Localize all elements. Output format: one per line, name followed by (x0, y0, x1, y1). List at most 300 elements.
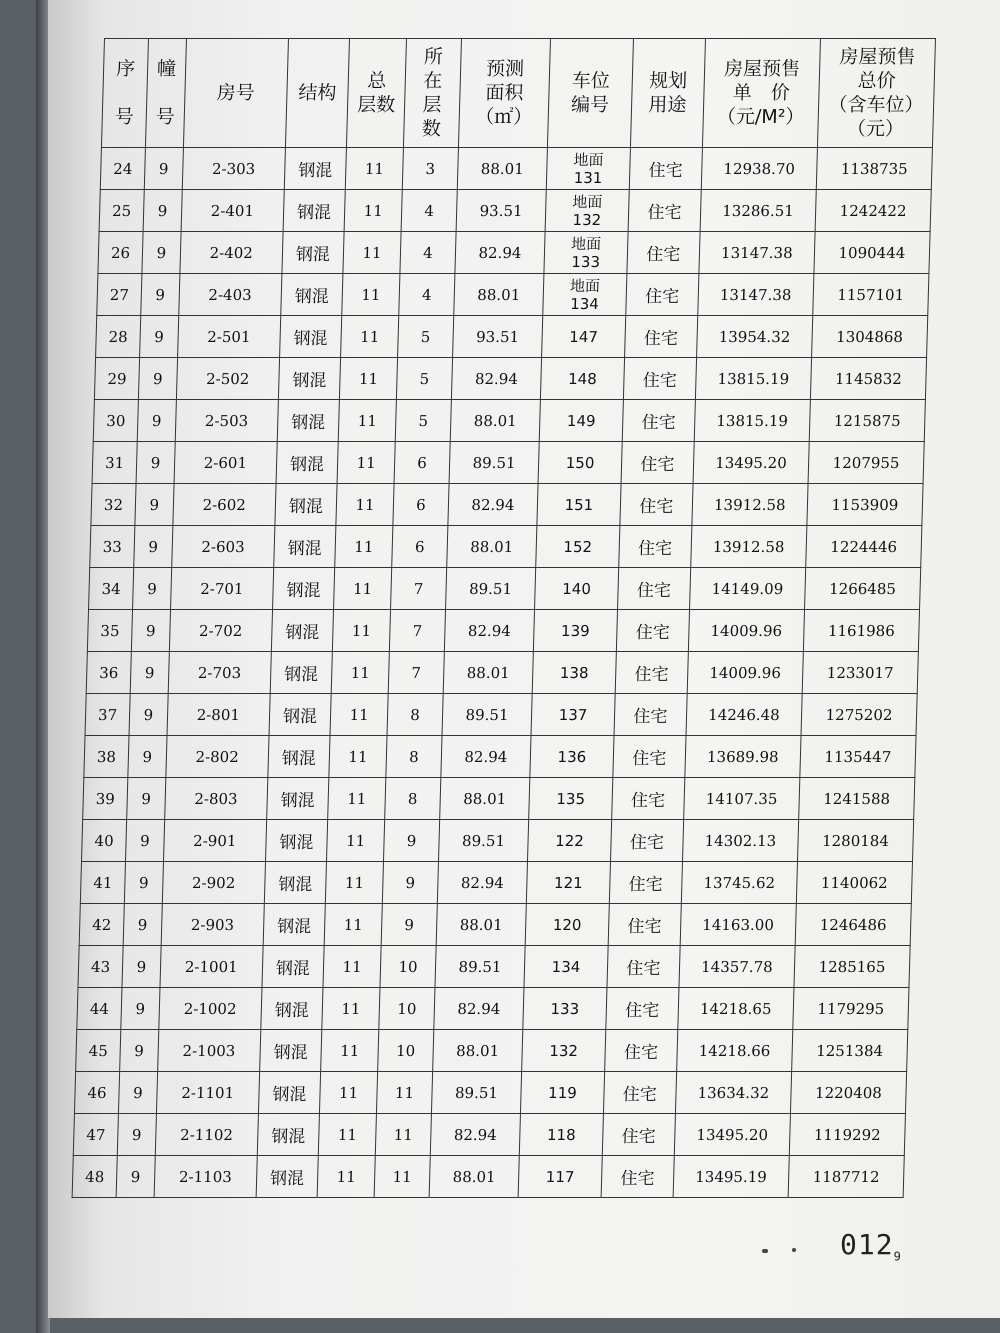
col-parking-cell: 137 (531, 694, 615, 736)
col-total-floors-cell: 11 (337, 442, 395, 484)
col-usage-cell: 住宅 (604, 1030, 677, 1072)
col-building-cell: 9 (117, 1114, 156, 1156)
col-room-cell: 2-803 (164, 778, 267, 820)
col-total-floors-cell: 11 (317, 1156, 375, 1198)
col-usage-cell: 住宅 (628, 190, 701, 232)
col-building-cell: 9 (134, 526, 173, 568)
table-row (97, 274, 929, 316)
table-row (87, 610, 919, 652)
col-seq-cell: 26 (98, 232, 143, 274)
col-building-cell: 9 (131, 610, 170, 652)
col-building-cell: 9 (127, 778, 166, 820)
col-total-price-cell: 1187712 (788, 1156, 904, 1198)
col-building-cell: 9 (133, 568, 172, 610)
col-structure-cell: 钢混 (282, 232, 344, 274)
col-seq-cell: 40 (81, 820, 126, 862)
col-usage-cell: 住宅 (601, 1156, 674, 1198)
col-usage-cell: 住宅 (614, 694, 687, 736)
col-total-floors-cell: 11 (328, 778, 386, 820)
col-building-cell: 9 (140, 316, 179, 358)
col-total-floors-cell: 11 (335, 526, 393, 568)
col-floor-cell: 8 (387, 694, 443, 736)
col-parking-cell: 地面 134 (543, 274, 627, 316)
col-building-cell: 9 (124, 862, 163, 904)
col-room-cell: 2-1101 (156, 1072, 259, 1114)
col-unit-price-cell: 14246.48 (686, 694, 802, 736)
col-seq-cell: 36 (86, 652, 131, 694)
col-seq-cell: 28 (96, 316, 141, 358)
col-usage-cell: 住宅 (621, 442, 694, 484)
col-total-floors-cell: 11 (331, 652, 389, 694)
col-usage-cell: 住宅 (615, 652, 688, 694)
col-parking-cell: 139 (533, 610, 617, 652)
col-floor-cell: 10 (378, 1030, 434, 1072)
col-floor-cell: 5 (396, 358, 452, 400)
col-room-cell: 2-502 (176, 358, 279, 400)
col-usage-cell: 住宅 (619, 526, 692, 568)
col-usage-cell: 住宅 (626, 274, 699, 316)
col-room-cell: 2-701 (170, 568, 273, 610)
col-total-price-cell: 1135447 (800, 736, 916, 778)
col-structure-cell: 钢混 (277, 400, 339, 442)
col-seq-cell: 32 (91, 484, 136, 526)
col-floor-cell: 9 (382, 862, 438, 904)
col-unit-price-cell: 14107.35 (684, 778, 800, 820)
col-usage-cell: 住宅 (616, 610, 689, 652)
table-row (89, 568, 921, 610)
page-number-sub: 9 (893, 1249, 902, 1264)
col-total-floors-header: 总 层数 (347, 39, 407, 148)
col-structure-cell: 钢混 (268, 736, 330, 778)
table-row (90, 526, 922, 568)
col-parking-cell: 151 (537, 484, 621, 526)
col-area-cell: 82.94 (441, 736, 531, 778)
col-structure-cell: 钢混 (265, 820, 327, 862)
col-total-price-cell: 1285165 (794, 946, 910, 988)
col-floor-cell: 9 (381, 904, 437, 946)
col-structure-cell: 钢混 (270, 652, 332, 694)
col-usage-cell: 住宅 (602, 1114, 675, 1156)
col-room-cell: 2-1002 (158, 988, 261, 1030)
col-total-floors-cell: 11 (345, 148, 403, 190)
col-total-floors-cell: 11 (324, 904, 382, 946)
col-room-cell: 2-902 (162, 862, 265, 904)
col-usage-cell: 住宅 (608, 904, 681, 946)
table-row (72, 1156, 904, 1198)
col-room-cell: 2-601 (174, 442, 277, 484)
stray-marks (762, 1248, 802, 1254)
col-room-header: 房号 (183, 39, 288, 148)
col-parking-cell: 118 (519, 1114, 603, 1156)
presale-price-table (72, 38, 936, 1198)
col-seq-cell: 27 (97, 274, 142, 316)
col-parking-cell: 119 (521, 1072, 605, 1114)
col-room-cell: 2-501 (177, 316, 280, 358)
col-total-floors-cell: 11 (338, 400, 396, 442)
col-area-header: 预测 面积 （㎡） (458, 39, 550, 148)
table-row (92, 442, 924, 484)
col-total-price-cell: 1145832 (810, 358, 926, 400)
col-parking-cell: 149 (539, 400, 623, 442)
col-building-cell: 9 (129, 694, 168, 736)
col-room-cell: 2-1102 (155, 1114, 258, 1156)
col-seq-cell: 42 (79, 904, 124, 946)
col-floor-header: 所 在 层 数 (403, 39, 461, 148)
col-parking-header: 车位 编号 (548, 39, 634, 148)
col-seq-cell: 41 (80, 862, 125, 904)
col-floor-cell: 8 (386, 736, 442, 778)
col-total-price-cell: 1275202 (801, 694, 917, 736)
col-total-floors-cell: 11 (343, 232, 401, 274)
table-row (79, 904, 911, 946)
table-row (99, 190, 931, 232)
col-seq-cell: 30 (93, 400, 138, 442)
col-parking-cell: 117 (518, 1156, 602, 1198)
col-structure-cell: 钢混 (275, 484, 337, 526)
col-total-price-cell: 1140062 (796, 862, 912, 904)
col-structure-cell: 钢混 (276, 442, 338, 484)
table-row (85, 694, 917, 736)
col-area-cell: 89.51 (431, 1072, 521, 1114)
col-seq-cell: 34 (89, 568, 134, 610)
col-floor-cell: 10 (379, 988, 435, 1030)
col-area-cell: 82.94 (451, 358, 541, 400)
col-unit-price-cell: 13147.38 (699, 232, 815, 274)
col-unit-price-cell: 13745.62 (681, 862, 797, 904)
col-area-cell: 88.01 (447, 526, 537, 568)
col-usage-cell: 住宅 (613, 736, 686, 778)
col-area-cell: 88.01 (429, 1156, 519, 1198)
col-total-floors-cell: 11 (325, 862, 383, 904)
table-header (101, 39, 935, 148)
col-area-cell: 82.94 (430, 1114, 520, 1156)
col-structure-cell: 钢混 (262, 946, 324, 988)
table-row (80, 862, 912, 904)
table-row (93, 400, 925, 442)
col-unit-price-cell: 14357.78 (679, 946, 795, 988)
col-seq-cell: 44 (77, 988, 122, 1030)
col-area-cell: 82.94 (434, 988, 524, 1030)
col-unit-price-cell: 14009.96 (687, 652, 803, 694)
col-room-cell: 2-801 (167, 694, 270, 736)
col-area-cell: 93.51 (452, 316, 542, 358)
col-unit-price-cell: 13495.19 (673, 1156, 789, 1198)
col-building-cell: 9 (120, 1030, 159, 1072)
col-seq-cell: 29 (94, 358, 139, 400)
col-area-cell: 89.51 (442, 694, 532, 736)
col-total-price-cell: 1246486 (795, 904, 911, 946)
col-structure-cell: 钢混 (278, 358, 340, 400)
col-structure-cell: 钢混 (271, 610, 333, 652)
col-area-cell: 88.01 (432, 1030, 522, 1072)
col-floor-cell: 7 (389, 610, 445, 652)
col-usage-cell: 住宅 (617, 568, 690, 610)
col-room-cell: 2-703 (168, 652, 271, 694)
col-seq-cell: 45 (76, 1030, 121, 1072)
col-total-price-header: 房屋预售 总价 （含车位） （元） (817, 39, 935, 148)
col-usage-header: 规划 用途 (630, 39, 705, 148)
col-total-floors-cell: 11 (318, 1114, 376, 1156)
col-unit-price-cell: 14302.13 (682, 820, 798, 862)
col-structure-cell: 钢混 (272, 568, 334, 610)
col-area-cell: 93.51 (456, 190, 546, 232)
col-total-floors-cell: 11 (334, 568, 392, 610)
col-area-cell: 88.01 (457, 148, 547, 190)
col-room-cell: 2-603 (171, 526, 274, 568)
col-usage-cell: 住宅 (623, 358, 696, 400)
col-structure-cell: 钢混 (279, 316, 341, 358)
col-total-price-cell: 1242422 (815, 190, 931, 232)
col-area-cell: 89.51 (445, 568, 535, 610)
page-number-main: 012 (840, 1228, 894, 1261)
col-total-floors-cell: 11 (342, 274, 400, 316)
col-unit-price-cell: 13954.32 (696, 316, 812, 358)
col-structure-cell: 钢混 (259, 1030, 321, 1072)
col-building-cell: 9 (143, 190, 182, 232)
col-area-cell: 82.94 (455, 232, 545, 274)
table-body (72, 148, 932, 1198)
col-building-cell: 9 (128, 736, 167, 778)
col-floor-cell: 10 (380, 946, 436, 988)
col-total-price-cell: 1161986 (803, 610, 919, 652)
col-floor-cell: 4 (401, 190, 457, 232)
col-total-price-cell: 1233017 (802, 652, 918, 694)
col-seq-cell: 48 (72, 1156, 117, 1198)
col-structure-cell: 钢混 (263, 904, 325, 946)
col-room-cell: 2-602 (173, 484, 276, 526)
col-parking-cell: 地面 131 (546, 148, 630, 190)
col-usage-cell: 住宅 (627, 232, 700, 274)
col-seq-cell: 46 (74, 1072, 119, 1114)
col-room-cell: 2-503 (175, 400, 278, 442)
col-total-price-cell: 1215875 (809, 400, 925, 442)
col-structure-cell: 钢混 (257, 1114, 319, 1156)
col-unit-price-cell: 12938.70 (701, 148, 817, 190)
col-area-cell: 88.01 (454, 274, 544, 316)
col-area-cell: 88.01 (436, 904, 526, 946)
table-row (83, 778, 915, 820)
col-total-price-cell: 1220408 (790, 1072, 906, 1114)
col-total-price-cell: 1266485 (804, 568, 920, 610)
col-unit-price-cell: 14218.66 (676, 1030, 792, 1072)
col-parking-cell: 140 (535, 568, 619, 610)
col-unit-price-cell: 13912.58 (691, 526, 807, 568)
table-row (73, 1114, 905, 1156)
col-unit-price-cell: 13286.51 (700, 190, 816, 232)
col-room-cell: 2-1103 (154, 1156, 257, 1198)
col-structure-cell: 钢混 (274, 526, 336, 568)
col-unit-price-cell: 14009.96 (688, 610, 804, 652)
col-total-price-cell: 1224446 (806, 526, 922, 568)
table-row (84, 736, 916, 778)
col-unit-price-cell: 13815.19 (694, 400, 810, 442)
col-unit-price-cell: 13495.20 (674, 1114, 790, 1156)
col-total-floors-cell: 11 (341, 316, 399, 358)
col-structure-cell: 钢混 (283, 190, 345, 232)
col-structure-cell: 钢混 (284, 148, 346, 190)
col-unit-price-cell: 14218.65 (678, 988, 794, 1030)
col-total-floors-cell: 11 (322, 988, 380, 1030)
col-area-cell: 88.01 (443, 652, 533, 694)
col-usage-cell: 住宅 (609, 862, 682, 904)
col-floor-cell: 11 (375, 1114, 431, 1156)
col-seq-cell: 39 (83, 778, 128, 820)
col-total-price-cell: 1090444 (814, 232, 930, 274)
col-building-cell: 9 (135, 484, 174, 526)
col-building-cell: 9 (121, 988, 160, 1030)
col-building-cell: 9 (126, 820, 165, 862)
col-floor-cell: 9 (384, 820, 440, 862)
col-total-price-cell: 1179295 (793, 988, 909, 1030)
col-total-floors-cell: 11 (336, 484, 394, 526)
col-total-price-cell: 1241588 (799, 778, 915, 820)
col-seq-cell: 47 (73, 1114, 118, 1156)
col-parking-cell: 135 (529, 778, 613, 820)
col-total-price-cell: 1138735 (816, 148, 932, 190)
col-unit-price-cell: 14163.00 (680, 904, 796, 946)
col-unit-price-cell: 13147.38 (698, 274, 814, 316)
col-seq-cell: 24 (100, 148, 145, 190)
col-building-cell: 9 (136, 442, 175, 484)
col-building-cell: 9 (130, 652, 169, 694)
col-parking-cell: 150 (538, 442, 622, 484)
col-area-cell: 82.94 (444, 610, 534, 652)
col-unit-price-header: 房屋预售 单 价 （元/M²） (702, 39, 820, 148)
table-row (86, 652, 918, 694)
col-room-cell: 2-1001 (160, 946, 263, 988)
col-total-floors-cell: 11 (344, 190, 402, 232)
col-floor-cell: 8 (385, 778, 441, 820)
col-usage-cell: 住宅 (624, 316, 697, 358)
col-floor-cell: 4 (399, 274, 455, 316)
table-row (76, 1030, 908, 1072)
col-parking-cell: 120 (525, 904, 609, 946)
col-floor-cell: 3 (402, 148, 458, 190)
col-total-floors-cell: 11 (323, 946, 381, 988)
col-total-floors-cell: 11 (321, 1030, 379, 1072)
header-row (101, 39, 935, 148)
col-floor-cell: 4 (400, 232, 456, 274)
table-row (91, 484, 923, 526)
table-row (100, 148, 932, 190)
col-area-cell: 82.94 (448, 484, 538, 526)
col-unit-price-cell: 13912.58 (692, 484, 808, 526)
table-row (98, 232, 930, 274)
col-parking-cell: 121 (526, 862, 610, 904)
col-parking-cell: 地面 132 (545, 190, 629, 232)
col-floor-cell: 6 (392, 526, 448, 568)
col-total-price-cell: 1207955 (808, 442, 924, 484)
col-seq-cell: 43 (78, 946, 123, 988)
col-building-cell: 9 (144, 148, 183, 190)
col-building-cell: 9 (142, 232, 181, 274)
col-total-floors-cell: 11 (329, 736, 387, 778)
col-room-cell: 2-403 (178, 274, 281, 316)
col-room-cell: 2-1003 (157, 1030, 260, 1072)
col-total-price-cell: 1251384 (792, 1030, 908, 1072)
col-total-price-cell: 1280184 (797, 820, 913, 862)
col-unit-price-cell: 13495.20 (693, 442, 809, 484)
col-seq-cell: 31 (92, 442, 137, 484)
col-room-cell: 2-901 (163, 820, 266, 862)
col-structure-cell: 钢混 (266, 778, 328, 820)
col-room-cell: 2-903 (161, 904, 264, 946)
col-unit-price-cell: 14149.09 (689, 568, 805, 610)
col-parking-cell: 138 (532, 652, 616, 694)
col-room-cell: 2-303 (182, 148, 285, 190)
col-building-cell: 9 (116, 1156, 155, 1198)
table-row (74, 1072, 906, 1114)
col-parking-cell: 134 (524, 946, 608, 988)
col-structure-cell: 钢混 (258, 1072, 320, 1114)
col-parking-cell: 147 (542, 316, 626, 358)
table-row (81, 820, 913, 862)
col-structure-cell: 钢混 (264, 862, 326, 904)
table-row (96, 316, 928, 358)
col-parking-cell: 132 (522, 1030, 606, 1072)
col-floor-cell: 6 (393, 484, 449, 526)
col-floor-cell: 6 (394, 442, 450, 484)
col-building-cell: 9 (123, 904, 162, 946)
col-unit-price-cell: 13815.19 (695, 358, 811, 400)
table-row (94, 358, 926, 400)
col-area-cell: 88.01 (450, 400, 540, 442)
col-usage-cell: 住宅 (622, 400, 695, 442)
col-floor-cell: 11 (374, 1156, 430, 1198)
col-room-cell: 2-401 (181, 190, 284, 232)
col-usage-cell: 住宅 (606, 988, 679, 1030)
col-seq-cell: 35 (87, 610, 132, 652)
col-total-floors-cell: 11 (320, 1072, 378, 1114)
col-total-price-cell: 1119292 (789, 1114, 905, 1156)
col-total-floors-cell: 11 (332, 610, 390, 652)
col-parking-cell: 地面 133 (544, 232, 628, 274)
col-floor-cell: 5 (395, 400, 451, 442)
col-seq-cell: 25 (99, 190, 144, 232)
col-unit-price-cell: 13634.32 (675, 1072, 791, 1114)
col-usage-cell: 住宅 (612, 778, 685, 820)
col-floor-cell: 7 (388, 652, 444, 694)
col-floor-cell: 11 (377, 1072, 433, 1114)
col-seq-cell: 38 (84, 736, 129, 778)
col-usage-cell: 住宅 (603, 1072, 676, 1114)
col-seq-cell: 37 (85, 694, 130, 736)
col-structure-cell: 钢混 (281, 274, 343, 316)
col-area-cell: 89.51 (449, 442, 539, 484)
col-parking-cell: 122 (528, 820, 612, 862)
col-total-floors-cell: 11 (339, 358, 397, 400)
col-floor-cell: 5 (398, 316, 454, 358)
col-usage-cell: 住宅 (629, 148, 702, 190)
col-floor-cell: 7 (391, 568, 447, 610)
col-unit-price-cell: 13689.98 (685, 736, 801, 778)
col-area-cell: 89.51 (435, 946, 525, 988)
col-structure-cell: 钢混 (256, 1156, 318, 1198)
col-total-price-cell: 1153909 (807, 484, 923, 526)
col-structure-cell: 钢混 (269, 694, 331, 736)
col-structure-header: 结构 (285, 39, 349, 148)
table-row (77, 988, 909, 1030)
col-building-cell: 9 (141, 274, 180, 316)
col-parking-cell: 152 (536, 526, 620, 568)
col-building-header: 幢 号 (146, 39, 187, 148)
col-structure-cell: 钢混 (261, 988, 323, 1030)
col-parking-cell: 136 (530, 736, 614, 778)
page-number (840, 1228, 902, 1264)
col-usage-cell: 住宅 (620, 484, 693, 526)
col-seq-header: 序 号 (101, 39, 148, 148)
col-total-floors-cell: 11 (330, 694, 388, 736)
